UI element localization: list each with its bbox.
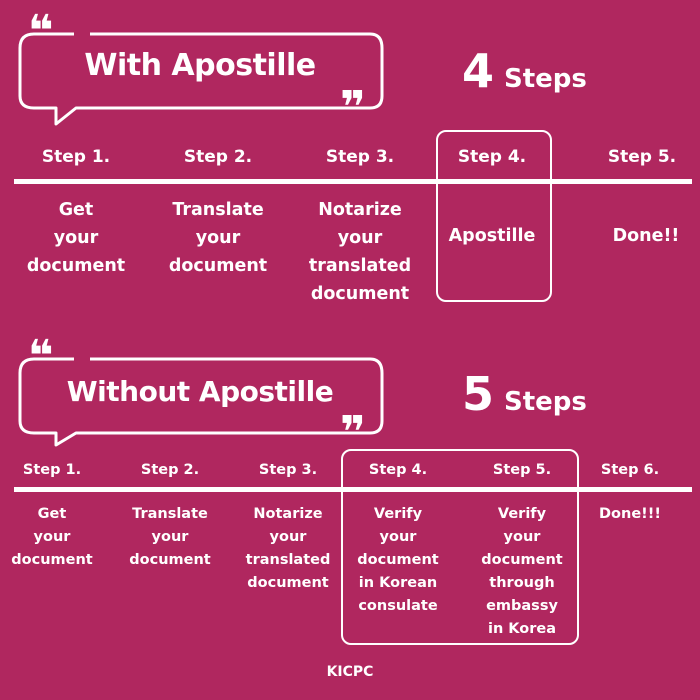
step-label: Step 2. xyxy=(140,462,200,478)
step-description: Translate your document xyxy=(129,506,211,568)
without-apostille-timeline xyxy=(14,487,692,492)
close-quote-icon: ❞ xyxy=(340,82,366,133)
step-description: Notarize your translated document xyxy=(308,200,412,304)
step-label: Step 4. xyxy=(368,462,428,478)
step-count-word: Steps xyxy=(504,387,587,417)
step-label: Step 4. xyxy=(457,147,527,167)
step-count-number: 4 xyxy=(462,44,495,98)
with-apostille-section xyxy=(0,0,700,330)
step-description: Verify your document through embassy in Korea xyxy=(481,506,563,637)
footer-brand: KICPC xyxy=(326,664,374,680)
without-apostille-section xyxy=(0,331,700,645)
step-description: Done!! xyxy=(612,226,680,246)
with-apostille-title: With Apostille xyxy=(84,48,316,83)
step-description: Apostille xyxy=(448,226,536,246)
step-label: Step 2. xyxy=(183,147,253,167)
step-label: Step 1. xyxy=(41,147,111,167)
step-label: Step 6. xyxy=(600,462,660,478)
step-description: Get your document xyxy=(11,506,93,568)
without-apostille-step-count xyxy=(462,367,587,421)
step-description: Get your document xyxy=(26,200,126,276)
step-description: Notarize your translated document xyxy=(245,506,331,591)
step-count-word: Steps xyxy=(504,64,587,94)
step-count-number: 5 xyxy=(462,367,495,421)
step-label: Step 5. xyxy=(492,462,552,478)
step-label: Step 1. xyxy=(22,462,82,478)
with-apostille-speech-bubble xyxy=(14,6,386,133)
step-description: Verify your document in Korean consulate xyxy=(357,506,439,614)
open-quote-icon: ❝ xyxy=(28,331,54,382)
step-label: Step 5. xyxy=(607,147,677,167)
with-apostille-timeline xyxy=(14,179,692,184)
without-apostille-title: Without Apostille xyxy=(66,375,334,408)
open-quote-icon: ❝ xyxy=(28,6,54,57)
close-quote-icon: ❞ xyxy=(340,407,366,458)
step-label: Step 3. xyxy=(325,147,395,167)
without-apostille-speech-bubble xyxy=(14,331,386,458)
step-label: Step 3. xyxy=(258,462,318,478)
step-description: Done!!! xyxy=(599,506,661,522)
step-description: Translate your document xyxy=(168,200,268,276)
with-apostille-step-count xyxy=(462,44,587,98)
